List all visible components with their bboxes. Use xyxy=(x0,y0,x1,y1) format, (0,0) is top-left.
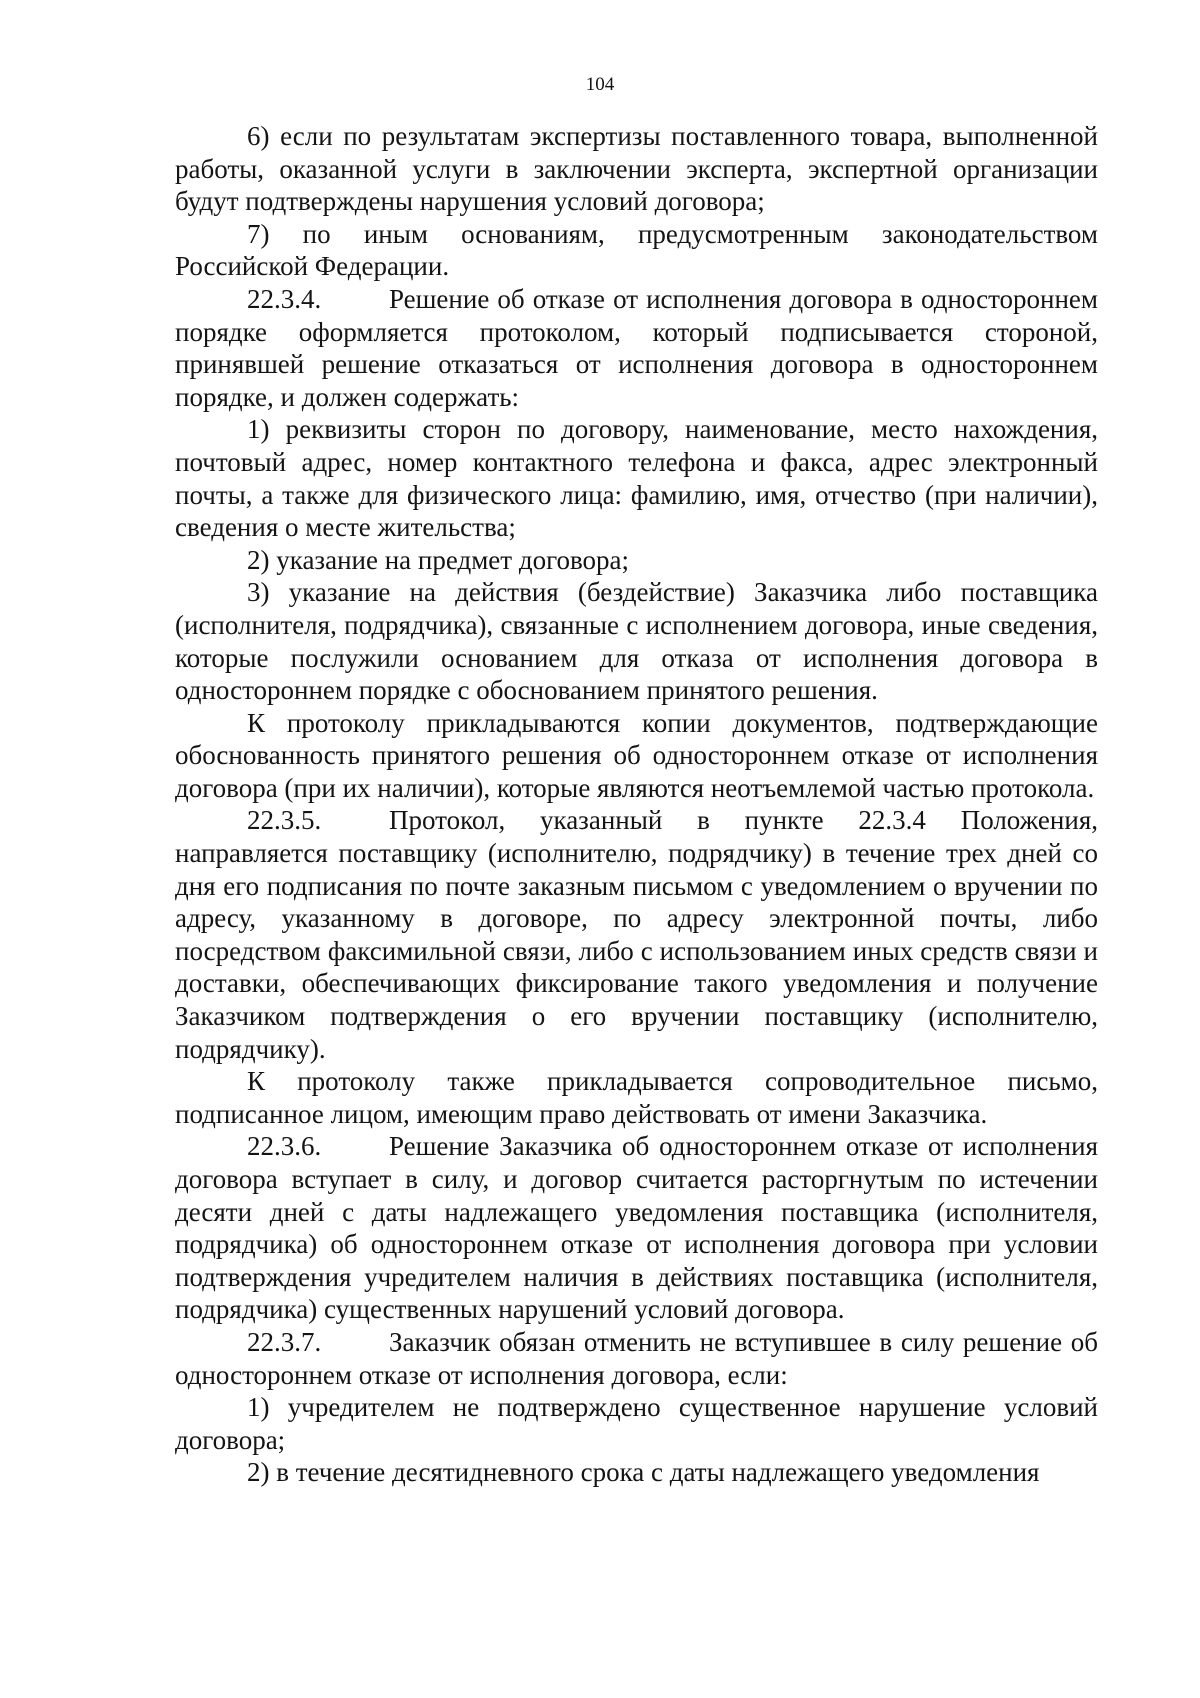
clause-number: 22.3.6. xyxy=(247,1131,322,1162)
clause-22-3-6 xyxy=(175,1130,1098,1326)
paragraph-cover-letter: К протоколу также прикладывается сопроводительное письмо, подписанное лицом, имеющим право действовать от имени Заказчика. xyxy=(175,1066,1098,1129)
paragraph-list-item-1: 1) реквизиты сторон по договору, наименование, место нахождения, почтовый адрес, номер контактного телефона и факса, адрес электронный почты, а также для физического лица: фамилию, имя, отчество (при наличии), сведения о месте жительства; xyxy=(175,414,1098,543)
paragraph-attachments: К протоколу прикладываются копии документов, подтверждающие обоснованность принятого решения об одностороннем отказе от исполнения договора (при их наличии), которые являются неотъемлемой частью протокола. xyxy=(175,707,1098,803)
clause-text: Заказчик обязан отменить не вступившее в силу решение об одностороннем отказе от исполнения договора, если: xyxy=(175,1326,1098,1390)
paragraph-list-item-3: 3) указание на действия (бездействие) Заказчика либо поставщика (исполнителя, подрядчика), связанные с исполнением договора, иные сведения, которые послужили основанием для отказа от исполнения договора в одностороннем порядке с обоснованием принятого решения. xyxy=(175,577,1098,706)
paragraph-item-6: 6) если по результатам экспертизы поставленного товара, выполненной работы, оказанной услуги в заключении эксперта, экспертной организации будут подтверждены нарушения условий договора; xyxy=(175,121,1098,217)
clause-text: Решение об отказе от исполнения договора в одностороннем порядке оформляется протоколом, который подписывается стороной, принявшей решение отказаться от исполнения договора в одностороннем порядке, и должен содержать: xyxy=(175,283,1098,412)
clause-number: 22.3.4. xyxy=(247,283,322,314)
paragraph-item-7: 7) по иным основаниям, предусмотренным законодательством Российской Федерации. xyxy=(175,218,1098,282)
clause-22-3-7 xyxy=(175,1326,1098,1391)
clause-text: Решение Заказчика об одностороннем отказе от исполнения договора вступает в силу, и договор считается расторгнутым по истечении десяти дней с даты надлежащего уведомления поставщика (исполнителя, подрядчика) об одностороннем отказе от исполнения договора при условии подтверждения учредителем наличия в действиях поставщика (исполнителя, подрядчика) существенных нарушений условий договора. xyxy=(175,1131,1098,1325)
document-body xyxy=(175,120,1098,1489)
paragraph-list-item-2: 2) указание на предмет договора; xyxy=(247,544,630,575)
clause-22-3-4 xyxy=(175,283,1098,413)
clause-number: 22.3.7. xyxy=(247,1326,322,1357)
clause-text: Протокол, указанный в пункте 22.3.4 Положения, направляется поставщику (исполнителю, подрядчику) в течение трех дней со дня его подписания по почте заказным письмом с уведомлением о вручении по адресу, указанному в договоре, по адресу электронной почты, либо посредством факсимильной связи, либо с использованием иных средств связи и доставки, обеспечивающих фиксирование такого уведомления и получение Заказчиком подтверждения о его вручении поставщику (исполнителю, подрядчику). xyxy=(175,805,1098,1064)
clause-22-3-5 xyxy=(175,804,1098,1065)
paragraph-condition-1: 1) учредителем не подтверждено существенное нарушение условий договора; xyxy=(175,1392,1098,1455)
page-number: 104 xyxy=(585,74,615,95)
paragraph-condition-2: 2) в течение десятидневного срока с даты надлежащего уведомления xyxy=(247,1457,1040,1488)
clause-number: 22.3.5. xyxy=(247,805,322,836)
